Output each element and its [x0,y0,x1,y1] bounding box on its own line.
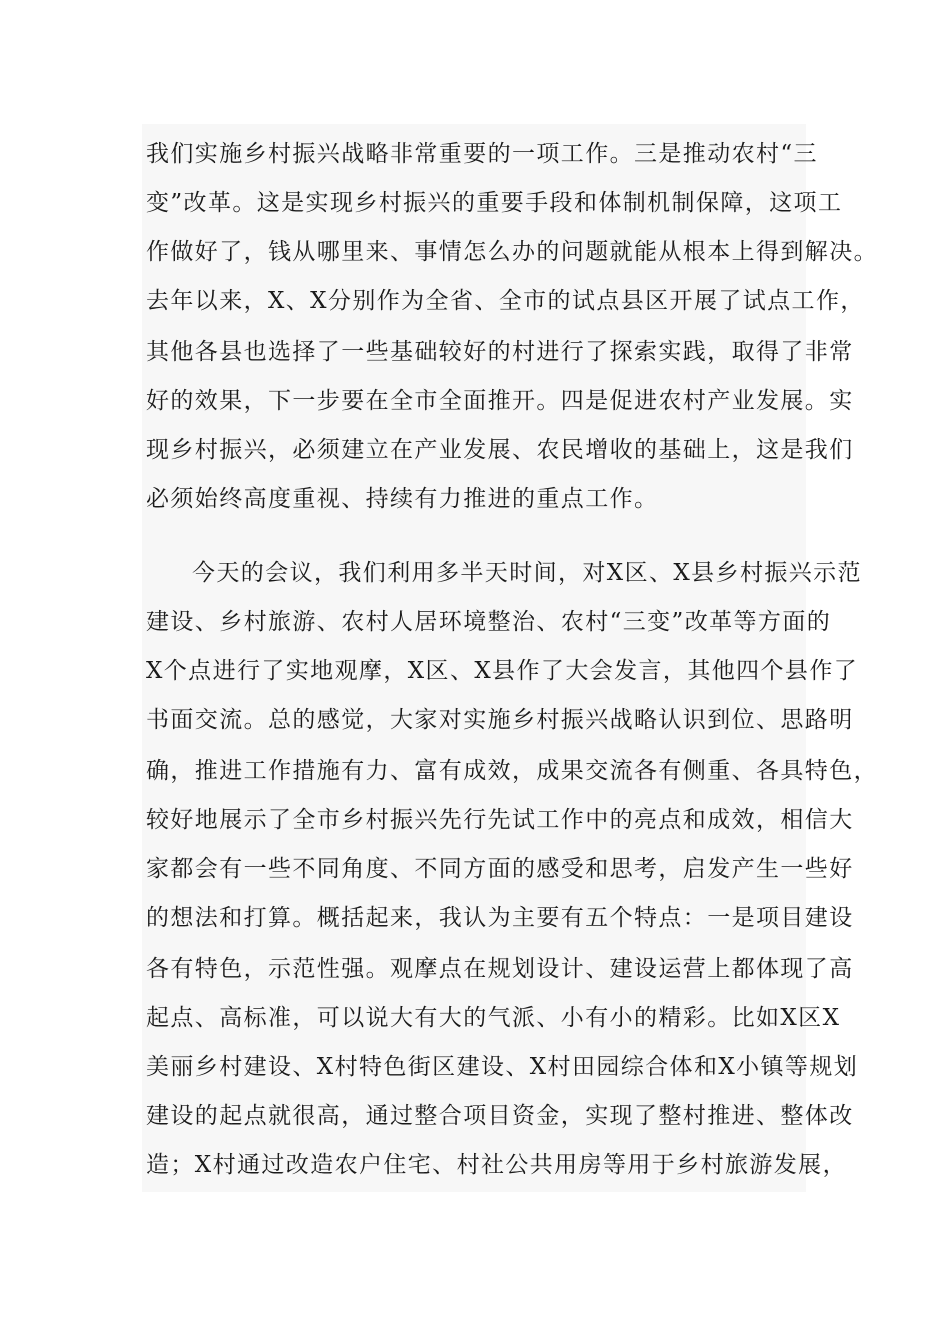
paragraph-2-line-2: 建设、乡村旅游、农村人居环境整治、农村“三变”改革等方面的 [146,609,832,635]
paragraph-2-line-7: 家都会有一些不同角度、不同方面的感受和思考，启发产生一些好 [146,856,854,882]
paragraph-2-line-8: 的想法和打算。概括起来，我认为主要有五个特点：一是项目建设 [146,905,854,931]
paragraph-1-line-5: 其他各县也选择了一些基础较好的村进行了探索实践，取得了非常 [146,339,854,365]
paragraph-2-line-6: 较好地展示了全市乡村振兴先行先试工作中的亮点和成效，相信大 [146,807,854,833]
paragraph-1-line-1: 我们实施乡村振兴战略非常重要的一项工作。三是推动农村“三 [146,141,818,167]
paragraph-2-line-4: 书面交流。总的感觉，大家对实施乡村振兴战略认识到位、思路明 [146,707,854,733]
paragraph-2-line-9: 各有特色，示范性强。观摩点在规划设计、建设运营上都体现了高 [146,956,854,982]
paragraph-2-line-12: 建设的起点就很高，通过整合项目资金，实现了整村推进、整体改 [146,1103,854,1129]
paragraph-2-line-5: 确，推进工作措施有力、富有成效，成果交流各有侧重、各具特色， [146,758,878,784]
paragraph-2-line-3: X个点进行了实地观摩，X区、X县作了大会发言，其他四个县作了 [146,658,859,684]
paragraph-1-line-2: 变”改革。这是实现乡村振兴的重要手段和体制机制保障，这项工 [146,190,843,216]
paragraph-1-line-3: 作做好了，钱从哪里来、事情怎么办的问题就能从根本上得到解决。 [146,239,878,265]
paragraph-2-line-11: 美丽乡村建设、X村特色街区建设、X村田园综合体和X小镇等规划 [146,1054,859,1080]
paragraph-1-line-4: 去年以来，X、X分别作为全省、全市的试点县区开展了试点工作， [146,288,865,314]
paragraph-2-line-10: 起点、高标准，可以说大有大的气派、小有小的精彩。比如X区X [146,1005,841,1031]
paragraph-1-line-8: 必须始终高度重视、持续有力推进的重点工作。 [146,486,659,512]
paragraph-2-line-13: 造；X村通过改造农户住宅、村社公共用房等用于乡村旅游发展， [146,1152,847,1178]
paragraph-1-line-7: 现乡村振兴，必须建立在产业发展、农民增收的基础上，这是我们 [146,437,854,463]
paragraph-2-line-1: 今天的会议，我们利用多半天时间，对X区、X县乡村振兴示范 [192,560,862,586]
paragraph-1-line-6: 好的效果，下一步要在全市全面推开。四是促进农村产业发展。实 [146,388,854,414]
